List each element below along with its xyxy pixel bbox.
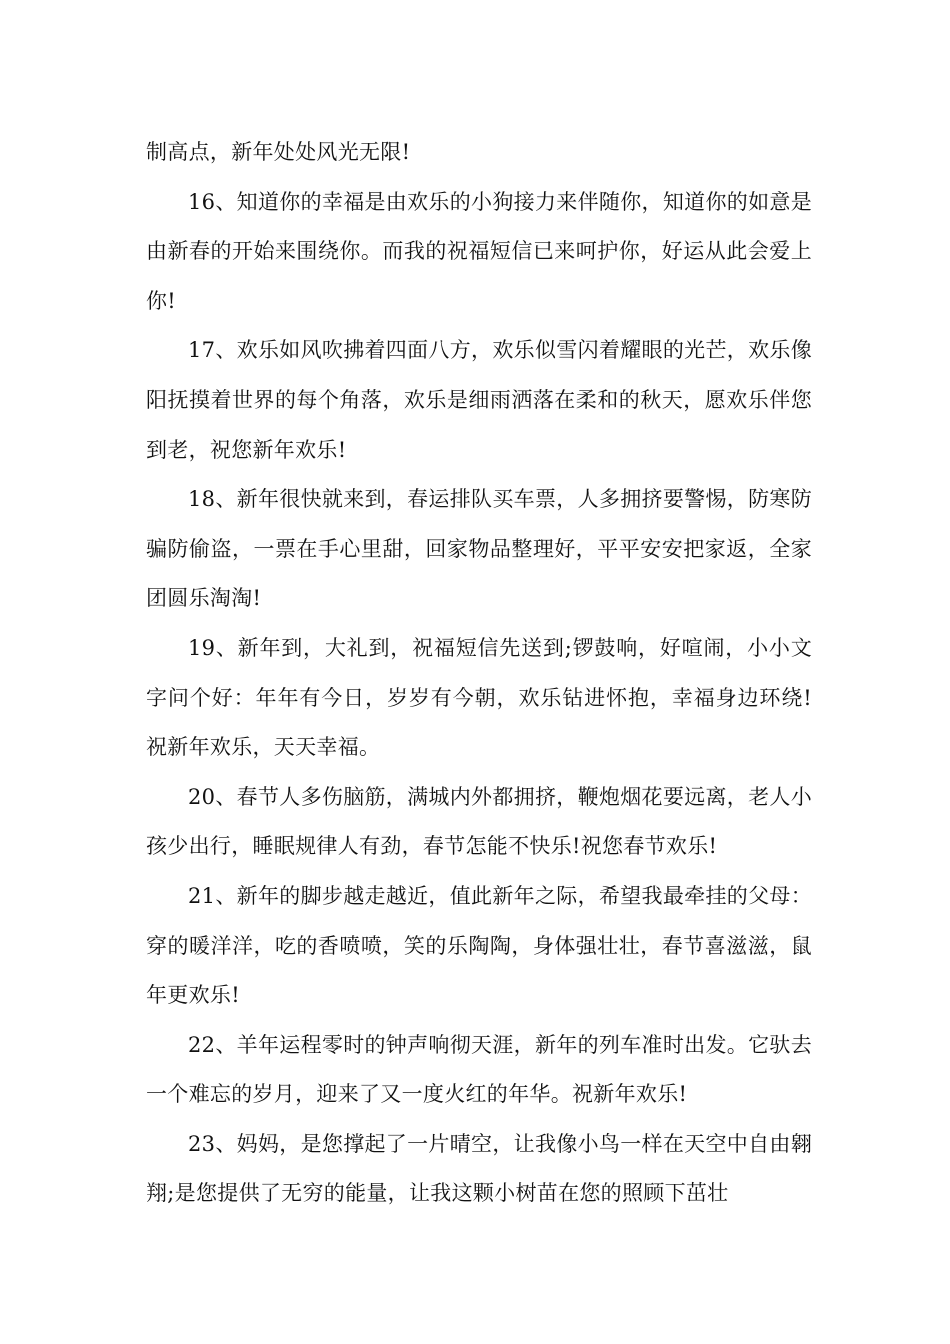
paragraph-19: 19、新年到，大礼到，祝福短信先送到;锣鼓响，好喧闹，小小文字问个好：年年有今日，岁岁有今朝，欢乐钻进怀抱，幸福身边环绕!祝新年欢乐，天天幸福。	[146, 635, 812, 760]
paragraph-18: 18、新年很快就来到，春运排队买车票，人多拥挤要警惕，防寒防骗防偷盗，一票在手心里甜，回家物品整理好，平平安安把家返，全家团圆乐淘淘!	[146, 487, 812, 611]
paragraph-23: 23、妈妈，是您撑起了一片晴空，让我像小鸟一样在天空中自由翱翔;是您提供了无穷的能量，让我这颗小树苗在您的照顾下茁壮	[146, 1131, 812, 1206]
paragraph-21: 21、新年的脚步越走越近，值此新年之际，希望我最牵挂的父母：穿的暖洋洋，吃的香喷喷，笑的乐陶陶，身体强壮壮，春节喜滋滋，鼠年更欢乐!	[146, 883, 812, 1008]
paragraph-16: 16、知道你的幸福是由欢乐的小狗接力来伴随你，知道你的如意是由新春的开始来围绕你。而我的祝福短信已来呵护你，好运从此会爱上你!	[146, 189, 812, 313]
paragraph-20: 20、春节人多伤脑筋，满城内外都拥挤，鞭炮烟花要远离，老人小孩少出行，睡眠规律人有劲，春节怎能不快乐!祝您春节欢乐!	[146, 784, 812, 859]
paragraph-continuation: 制高点，新年处处风光无限!	[146, 140, 411, 164]
document-body	[146, 128, 812, 1219]
paragraph-17: 17、欢乐如风吹拂着四面八方，欢乐似雪闪着耀眼的光芒，欢乐像阳抚摸着世界的每个角落，欢乐是细雨洒落在柔和的秋天，愿欢乐伴您到老，祝您新年欢乐!	[146, 338, 812, 462]
paragraph-22: 22、羊年运程零时的钟声响彻天涯，新年的列车准时出发。它驮去一个难忘的岁月，迎来了又一度火红的年华。祝新年欢乐!	[146, 1032, 812, 1107]
